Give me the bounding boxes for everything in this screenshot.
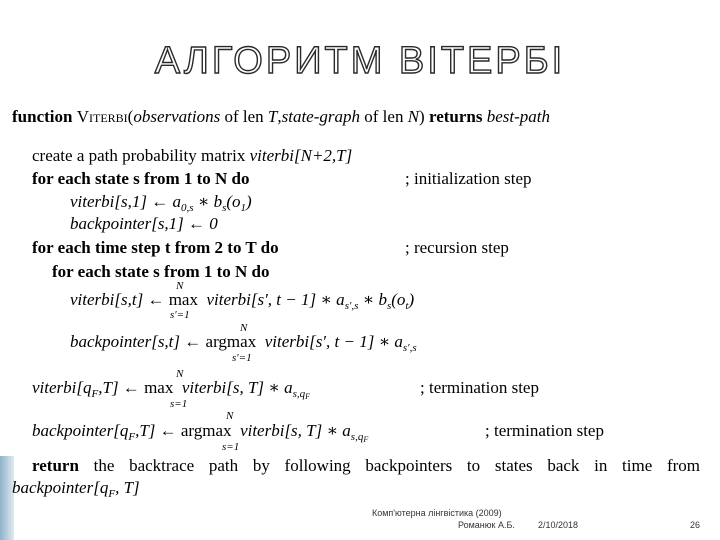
term1-upper-bound: N [176,368,184,380]
open-paren: ( [127,107,134,126]
rec1-lhs: viterbi[s,t] ← [70,290,169,309]
return-cont-end: , T] [115,478,140,497]
init1-close: ) [246,192,252,211]
rec2-upper-bound: N [240,322,248,334]
rec1-end: (o [391,290,406,309]
param-state-graph: state-graph [281,107,361,126]
rec2-sub: s′,s [402,342,417,354]
comma: , [277,107,282,126]
term2-lower-bound: s=1 [222,441,240,453]
return-best-path: best-path [486,107,551,126]
term2-argmax-operator: argmax [180,421,232,440]
of-len-1: of len [224,107,264,126]
footer-course: Комп'ютерна лінгвістика (2009) [372,508,502,518]
rec1-rhs2: ∗ b [358,290,387,309]
line-loop-time: for each time step t from 2 to T do [32,238,279,257]
term1-rhs: viterbi[s, T] ∗ a [181,378,293,397]
close-paren: ) [419,107,425,126]
init1-sub2: s [222,202,227,214]
term2-upper-bound: N [226,410,234,422]
create-text: create a path probability matrix [32,146,250,165]
slide-title: АЛГОРИТМ ВІТЕРБІ [154,40,566,82]
term2-sub: F [128,431,136,443]
rec1-close: ) [408,290,415,309]
rec1-upper-bound: N [176,280,184,292]
term1-sub2: s,q [292,388,306,400]
footer-page-number: 26 [690,520,701,530]
function-name: Viterbi [76,107,128,126]
init1-rest: ∗ b [193,192,223,211]
term2-sub3: F [363,435,369,444]
line-create-matrix [32,146,352,166]
rec1-sub3: t [405,300,409,312]
line-termination-backpointer [32,421,368,450]
comment-termination-1: ; termination step [420,378,539,397]
argmax-operator: argmax [205,332,257,351]
init1-lhs: viterbi[s,1] ← a [70,192,181,211]
line-loop-init: for each state s from 1 to N do [32,169,250,188]
line-loop-state: for each state s from 1 to N do [52,262,270,281]
of-len-2: of len [364,107,404,126]
keyword-returns: returns [428,107,483,126]
term1-sub3: F [305,392,310,401]
term1-lhs2: ,T] ← [98,378,145,397]
function-signature [12,107,550,127]
param-T: T [267,107,278,126]
line-init-backpointer: backpointer[s,1] ← 0 [70,214,218,233]
rec2-lower-bound: s′=1 [232,352,252,364]
keyword-function: function [12,107,73,126]
comment-initialization: ; initialization step [405,169,532,188]
footer-date: 2/10/2018 [538,520,579,530]
param-observations: observations [133,107,221,126]
keyword-return: return [32,456,79,475]
term1-lower-bound: s=1 [170,398,188,410]
max-operator: max [168,290,198,309]
line-return [32,456,700,476]
term2-rhs: viterbi[s, T] ∗ a [240,421,351,440]
line-recursion-viterbi [70,290,414,316]
term2-sub2: s,q [350,431,364,443]
term2-lhs: backpointer[q [32,421,129,440]
rec1-sub2: s [386,300,392,312]
return-cont: backpointer[q [12,478,109,497]
init1-sub3: 1 [240,202,247,214]
rec2-rhs: viterbi[s′, t − 1] ∗ a [264,332,403,351]
init1-end: (o [226,192,241,211]
init1-sub: 0,s [180,202,194,214]
comment-recursion: ; recursion step [405,238,509,257]
comment-termination-2: ; termination step [485,421,604,440]
term1-sub: F [91,388,99,400]
rec1-rhs: viterbi[s′, t − 1] ∗ a [206,290,345,309]
rec2-lhs: backpointer[s,t] ← [70,332,206,351]
return-cont-sub: F [108,488,116,500]
term1-lhs: viterbi[q [32,378,92,397]
term1-max-operator: max [144,378,174,397]
term2-lhs2: ,T] ← [135,421,181,440]
line-return-continued [12,478,140,504]
rec1-sub: s′,s [344,300,359,312]
param-N: N [407,107,420,126]
footer-author: Романюк А.Б. [458,520,515,530]
create-var: viterbi[N+2,T] [249,146,353,165]
return-text: the backtrace path by following backpointers to states back in time from [78,456,700,475]
rec1-lower-bound: s′=1 [170,309,190,321]
